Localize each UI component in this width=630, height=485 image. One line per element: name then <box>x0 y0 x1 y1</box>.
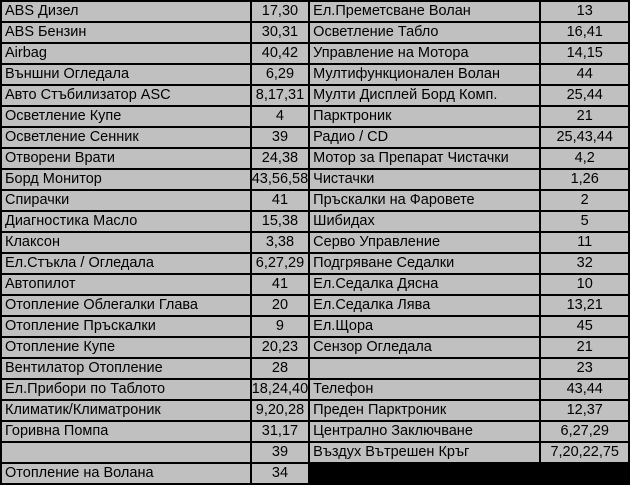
right-function-label: Централно Заключване <box>310 422 539 441</box>
left-function-label: ABS Дизел <box>2 2 250 21</box>
right-function-label: Сензор Огледала <box>310 338 539 357</box>
right-function-label: Серво Управление <box>310 233 539 252</box>
right-fuse-numbers: 12,37 <box>541 401 628 420</box>
left-function-label: ABS Бензин <box>2 23 250 42</box>
left-function-label: Отворени Врати <box>2 149 250 168</box>
left-fuse-numbers: 20,23 <box>252 338 308 357</box>
left-fuse-numbers: 6,29 <box>252 65 308 84</box>
right-function-label: Чистачки <box>310 170 539 189</box>
table-row <box>2 359 628 378</box>
left-function-label: Спирачки <box>2 191 250 210</box>
left-fuse-numbers: 34 <box>252 464 308 483</box>
right-fuse-numbers: 1,26 <box>541 170 628 189</box>
left-function-label: Клаксон <box>2 233 250 252</box>
left-function-label: Борд Монитор <box>2 170 250 189</box>
table-row <box>2 422 628 441</box>
table-row <box>2 401 628 420</box>
right-fuse-numbers: 23 <box>541 359 628 378</box>
left-fuse-numbers: 6,27,29 <box>252 254 308 273</box>
right-function-label: Радио / CD <box>310 128 539 147</box>
right-fuse-numbers: 44 <box>541 65 628 84</box>
left-fuse-numbers: 20 <box>252 296 308 315</box>
table-row <box>2 380 628 399</box>
right-fuse-numbers: 13 <box>541 2 628 21</box>
right-fuse-numbers: 4,2 <box>541 149 628 168</box>
right-fuse-numbers: 21 <box>541 338 628 357</box>
table-row <box>2 107 628 126</box>
left-function-label: Вентилатор Отопление <box>2 359 250 378</box>
table-row <box>2 2 628 21</box>
left-fuse-numbers: 4 <box>252 107 308 126</box>
left-fuse-numbers: 24,38 <box>252 149 308 168</box>
left-fuse-numbers: 9 <box>252 317 308 336</box>
right-function-label: Осветление Табло <box>310 23 539 42</box>
left-function-label: Външни Огледала <box>2 65 250 84</box>
table-row <box>2 317 628 336</box>
table-row <box>2 443 628 462</box>
left-fuse-numbers: 9,20,28 <box>252 401 308 420</box>
right-function-label <box>310 359 539 378</box>
right-fuse-numbers: 45 <box>541 317 628 336</box>
left-function-label: Осветление Купе <box>2 107 250 126</box>
left-fuse-numbers: 39 <box>252 443 308 462</box>
left-fuse-numbers: 15,38 <box>252 212 308 231</box>
right-function-label: Ел.Седалка Лява <box>310 296 539 315</box>
right-function-label: Управление на Мотора <box>310 44 539 63</box>
left-function-label <box>2 443 250 462</box>
right-fuse-numbers: 14,15 <box>541 44 628 63</box>
table-row <box>2 170 628 189</box>
table-row <box>2 212 628 231</box>
table-row <box>2 254 628 273</box>
fuse-table-body <box>2 2 628 483</box>
left-fuse-numbers: 39 <box>252 128 308 147</box>
right-function-label: Пръскалки на Фаровете <box>310 191 539 210</box>
right-fuse-numbers: 25,44 <box>541 86 628 105</box>
right-function-label: Ел.Седалка Дясна <box>310 275 539 294</box>
right-function-label: Мулти Дисплей Борд Комп. <box>310 86 539 105</box>
left-fuse-numbers: 3,38 <box>252 233 308 252</box>
right-function-label: Подгряване Седалки <box>310 254 539 273</box>
left-function-label: Ел.Стъкла / Огледала <box>2 254 250 273</box>
left-function-label: Автопилот <box>2 275 250 294</box>
right-fuse-numbers: 5 <box>541 212 628 231</box>
right-fuse-numbers: 6,27,29 <box>541 422 628 441</box>
right-fuse-numbers: 21 <box>541 107 628 126</box>
right-function-label: Мултифункционален Волан <box>310 65 539 84</box>
right-function-label: Ел.Преметсване Волан <box>310 2 539 21</box>
table-row <box>2 44 628 63</box>
left-fuse-numbers: 40,42 <box>252 44 308 63</box>
left-fuse-numbers: 18,24,40 <box>251 381 309 397</box>
left-function-label: Отопление Пръскалки <box>2 317 250 336</box>
right-function-label: Въздух Вътрешен Кръг <box>310 443 539 462</box>
table-row <box>2 23 628 42</box>
left-function-label: Отопление на Волана <box>2 464 250 483</box>
table-row <box>2 275 628 294</box>
table-row <box>2 338 628 357</box>
table-row <box>2 464 628 483</box>
right-fuse-numbers: 13,21 <box>541 296 628 315</box>
left-function-label: Airbag <box>2 44 250 63</box>
left-fuse-numbers: 8,17,31 <box>252 86 308 105</box>
right-fuse-numbers: 10 <box>541 275 628 294</box>
table-row <box>2 233 628 252</box>
table-row <box>2 65 628 84</box>
right-function-label: Мотор за Препарат Чистачки <box>310 149 539 168</box>
right-function-label: Телефон <box>310 380 539 399</box>
right-function-label: Ел.Щора <box>310 317 539 336</box>
left-fuse-numbers: 43,56,58 <box>251 171 309 187</box>
left-function-label: Осветление Сенник <box>2 128 250 147</box>
left-fuse-numbers: 31,17 <box>252 422 308 441</box>
right-function-label: Парктроник <box>310 107 539 126</box>
left-function-label: Отопление Облегалки Глава <box>2 296 250 315</box>
left-function-label: Отопление Купе <box>2 338 250 357</box>
right-fuse-numbers: 11 <box>541 233 628 252</box>
left-fuse-numbers: 30,31 <box>252 23 308 42</box>
table-row <box>2 296 628 315</box>
left-function-label: Ел.Прибори по Таблото <box>2 380 250 399</box>
right-function-label: Шибидах <box>310 212 539 231</box>
right-fuse-numbers: 32 <box>541 254 628 273</box>
left-fuse-numbers: 28 <box>252 359 308 378</box>
right-fuse-numbers: 25,43,44 <box>541 128 628 147</box>
left-fuse-numbers: 41 <box>252 275 308 294</box>
right-fuse-numbers: 7,20,22,75 <box>541 443 628 462</box>
table-row <box>2 191 628 210</box>
table-row <box>2 128 628 147</box>
right-fuse-numbers: 16,41 <box>541 23 628 42</box>
table-row <box>2 86 628 105</box>
left-function-label: Диагностика Масло <box>2 212 250 231</box>
left-fuse-numbers: 41 <box>252 191 308 210</box>
right-fuse-numbers: 2 <box>541 191 628 210</box>
left-fuse-numbers: 17,30 <box>252 2 308 21</box>
left-function-label: Авто Стъбилизатор ASC <box>2 86 250 105</box>
left-function-label: Климатик/Климатроник <box>2 401 250 420</box>
table-row <box>2 149 628 168</box>
right-fuse-numbers: 43,44 <box>541 380 628 399</box>
right-function-label: Преден Парктроник <box>310 401 539 420</box>
left-function-label: Горивна Помпа <box>2 422 250 441</box>
